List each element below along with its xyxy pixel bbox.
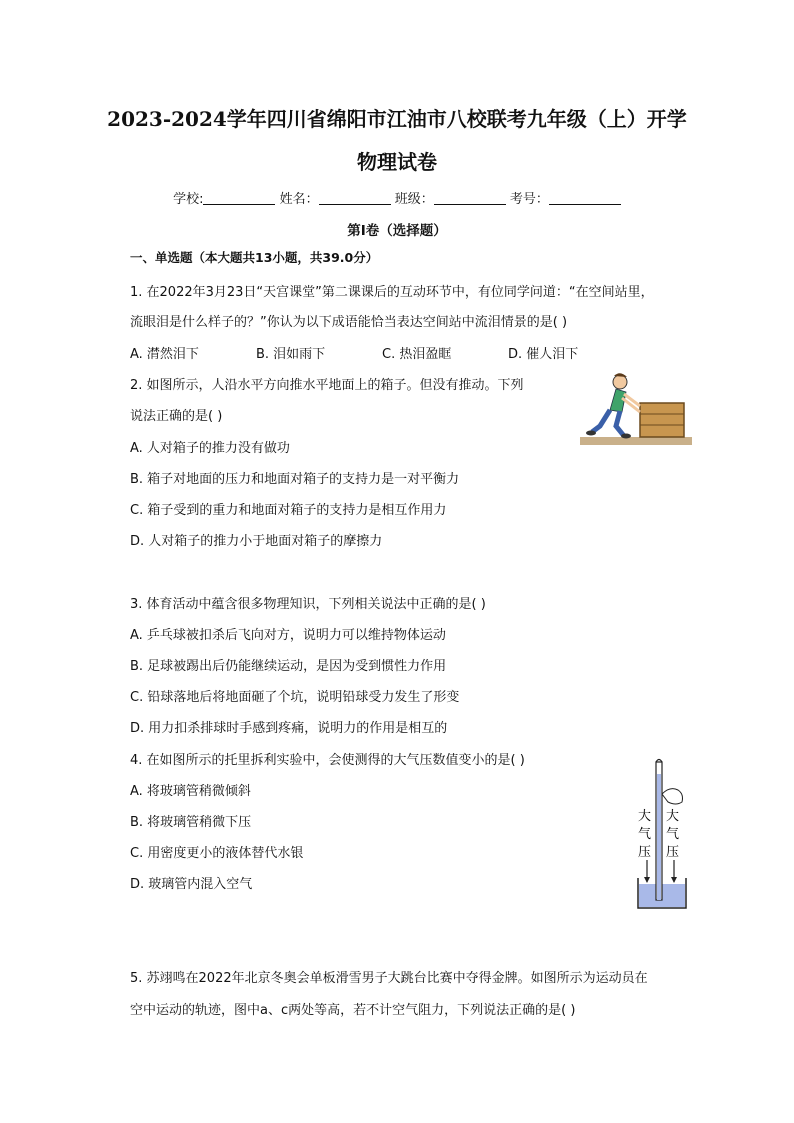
tube-liquid-column	[657, 774, 661, 900]
left-pressure-label-3: 压	[638, 845, 652, 860]
question-4-line-1: 4. 在如图所示的托里拆利实验中，会使测得的大气压数值变小的是( )	[130, 753, 525, 768]
push-box-figure	[578, 370, 694, 450]
hand	[662, 789, 683, 804]
question-1-option-a[interactable]: A. 潸然泪下	[130, 347, 199, 362]
part-title: 第I卷（选择题）	[347, 223, 447, 239]
exam-no-blank[interactable]	[549, 192, 621, 205]
person-head	[613, 375, 627, 389]
question-2-option-a[interactable]: A. 人对箱子的推力没有做功	[130, 441, 290, 456]
name-label: 姓名：	[279, 192, 319, 207]
exam-title-line1: 2023-2024学年四川省绵阳市江油市八校联考九年级（上）开学	[107, 107, 687, 131]
student-info-row	[0, 188, 794, 207]
school-blank[interactable]	[203, 192, 275, 205]
question-3-option-b[interactable]: B. 足球被踢出后仍能继续运动，是因为受到惯性力作用	[130, 659, 447, 674]
left-pressure-label-2: 气	[638, 827, 652, 842]
question-2-line-1: 2. 如图所示，人沿水平方向推水平地面上的箱子。但没有推动。下列	[130, 378, 524, 393]
right-pressure-label-1: 大	[666, 809, 680, 824]
question-4-option-a[interactable]: A. 将玻璃管稍微倾斜	[130, 784, 251, 799]
question-3-option-c[interactable]: C. 铅球落地后将地面砸了个坑，说明铅球受力发生了形变	[130, 690, 460, 705]
question-1-option-b[interactable]: B. 泪如雨下	[256, 347, 326, 362]
question-1-line-2: 流眼泪是什么样子的？”你认为以下成语能恰当表达空间站中流泪情景的是( )	[130, 315, 568, 330]
name-blank[interactable]	[319, 192, 391, 205]
exam-no-label: 考号：	[509, 192, 549, 207]
section-title: 一、单选题（本大题共13小题，共39.0分）	[130, 250, 379, 265]
class-label: 班级：	[394, 192, 434, 207]
question-3-option-d[interactable]: D. 用力扣杀排球时手感到疼痛，说明力的作用是相互的	[130, 721, 448, 736]
ground	[580, 437, 692, 445]
question-2-option-b[interactable]: B. 箱子对地面的压力和地面对箱子的支持力是一对平衡力	[130, 472, 460, 487]
question-4-option-d[interactable]: D. 玻璃管内混入空气	[130, 877, 253, 892]
question-1-line-1: 1. 在2022年3月23日“天宫课堂”第二课课后的互动环节中，有位同学问道：“在空间站里，	[130, 285, 654, 300]
school-label: 学校:	[173, 192, 204, 207]
box	[640, 403, 684, 437]
question-2-option-c[interactable]: C. 箱子受到的重力和地面对箱子的支持力是相互作用力	[130, 503, 447, 518]
class-blank[interactable]	[434, 192, 506, 205]
right-pressure-label-2: 气	[666, 827, 680, 842]
question-1-option-c[interactable]: C. 热泪盈眶	[382, 347, 452, 362]
question-4-option-b[interactable]: B. 将玻璃管稍微下压	[130, 815, 252, 830]
question-4-option-c[interactable]: C. 用密度更小的液体替代水银	[130, 846, 304, 861]
exam-title-line2: 物理试卷	[357, 150, 437, 174]
question-1-option-d[interactable]: D. 催人泪下	[508, 347, 579, 362]
question-3-line-1: 3. 体育活动中蕴含很多物理知识，下列相关说法中正确的是( )	[130, 597, 486, 612]
right-pressure-label-3: 压	[666, 845, 680, 860]
torricelli-figure	[630, 756, 694, 916]
question-2-line-2: 说法正确的是( )	[130, 409, 223, 424]
question-3-option-a[interactable]: A. 乒乓球被扣杀后飞向对方，说明力可以维持物体运动	[130, 628, 446, 643]
question-5-line-2: 空中运动的轨迹，图中a、c两处等高，若不计空气阻力，下列说法正确的是( )	[130, 1003, 576, 1018]
question-5-line-1: 5. 苏翊鸣在2022年北京冬奥会单板滑雪男子大跳台比赛中夺得金牌。如图所示为运动员在	[130, 971, 648, 986]
question-2-option-d[interactable]: D. 人对箱子的推力小于地面对箱子的摩擦力	[130, 534, 383, 549]
left-pressure-label-1: 大	[638, 809, 652, 824]
